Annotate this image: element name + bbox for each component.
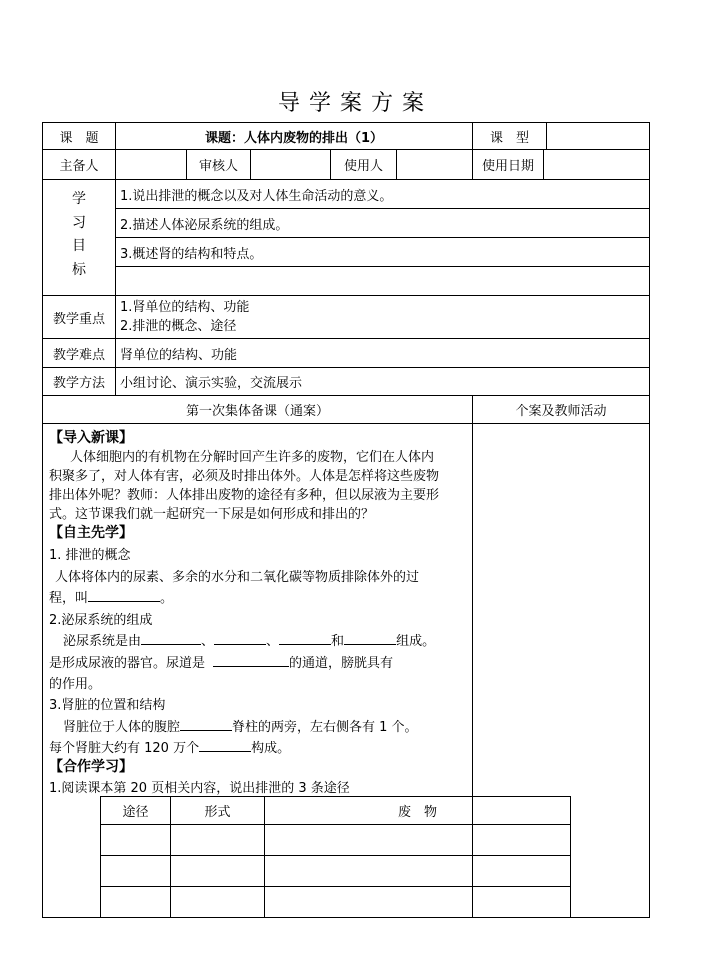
section-left-header: 第一次集体备课（通案） <box>185 404 329 419</box>
preparer-label: 主备人 <box>59 159 99 174</box>
key-points-label: 教学重点 <box>52 311 105 327</box>
inner-header-waste: 废 物 <box>397 805 437 820</box>
self-study-heading: 【自主先学】 <box>49 525 133 541</box>
question-1-text-2: 程，叫 。 <box>49 587 471 606</box>
intro-line: 式。这节课我们就一起研究一下尿是如何形成和排出的？ <box>49 507 375 522</box>
topic-value: 课题：人体内废物的排出（1） <box>204 130 384 146</box>
question-2-text-3: 的作用。 <box>49 677 102 692</box>
answer-blank[interactable] <box>199 738 251 752</box>
question-3-text-2: 每个肾脏大约有 120 万个 构成。 <box>49 737 471 756</box>
objective-item: 1.说出排泄的概念以及对人体生命活动的意义。 <box>120 188 393 204</box>
answer-blank[interactable] <box>279 631 331 645</box>
objective-item: 3.概述肾的结构和特点。 <box>120 246 263 262</box>
method-text: 小组讨论、演示实验，交流展示 <box>120 376 303 391</box>
intro-line: 人体细胞内的有机物在分解时回产生许多的废物，它们在人体内 <box>70 450 435 465</box>
grid-line <box>115 122 116 396</box>
question-1-text: 人体将体内的尿素、多余的水分和二氧化碳等物质排除体外的过 <box>55 570 420 585</box>
reviewer-label: 审核人 <box>198 159 238 174</box>
key-points-text: 1.肾单位的结构、功能 2.排泄的概念、途径 <box>120 300 250 334</box>
grid-line <box>472 395 473 918</box>
topic-label: 课 题 <box>59 130 99 146</box>
type-value <box>547 123 649 149</box>
difficulty-label: 教学难点 <box>52 347 105 363</box>
intro-line: 排出体外呢？教师：人体排出废物的途径有多种，但以尿液为主要形 <box>49 488 440 503</box>
answer-blank[interactable] <box>141 631 201 645</box>
question-2-text: 泌尿系统是由 、 、 和 组成。 <box>63 630 485 649</box>
grid-line <box>396 149 397 180</box>
question-2-title: 2.泌尿系统的组成 <box>49 613 153 628</box>
objective-item: 2.描述人体泌尿系统的组成。 <box>120 217 289 233</box>
cooperative-question: 1.阅读课本第 20 页相关内容，说出排泄的 3 条途径 <box>49 781 350 796</box>
question-2-text-2: 是形成尿液的器官。尿道是 的通道，膀胱具有 <box>49 652 471 671</box>
grid-line <box>649 122 650 918</box>
answer-blank[interactable] <box>344 631 396 645</box>
inner-grid-line <box>570 796 571 918</box>
type-label: 课 型 <box>489 130 529 146</box>
inner-header-form: 形式 <box>204 805 231 820</box>
grid-line <box>543 149 544 180</box>
cooperative-heading: 【合作学习】 <box>49 759 133 775</box>
grid-line <box>115 266 650 267</box>
grid-line <box>42 295 650 296</box>
intro-line: 积聚多了，对人体有害，必须及时排出体外。人体是怎样将这些废物 <box>49 469 440 484</box>
answer-blank[interactable] <box>214 631 266 645</box>
user-label: 使用人 <box>343 159 383 174</box>
method-label: 教学方法 <box>52 376 105 391</box>
section-right-header: 个案及教师活动 <box>515 404 607 419</box>
answer-blank[interactable] <box>180 717 232 731</box>
answer-blank[interactable] <box>88 588 160 602</box>
inner-header-route: 途径 <box>122 805 149 820</box>
grid-line <box>42 423 650 424</box>
question-1-title: 1. 排泄的概念 <box>49 548 131 563</box>
page-title: 导 学 案 方 案 <box>278 91 425 116</box>
date-label: 使用日期 <box>481 159 534 174</box>
intro-heading: 【导入新课】 <box>49 430 133 446</box>
question-3-title: 3.肾脏的位置和结构 <box>49 698 166 713</box>
grid-line <box>250 149 251 180</box>
answer-blank[interactable] <box>213 653 289 667</box>
objectives-label: 学 习 目 标 <box>72 191 86 278</box>
difficulty-text: 肾单位的结构、功能 <box>120 347 238 363</box>
question-3-text: 肾脏位于人体的腹腔 脊柱的两旁，左右侧各有 1 个。 <box>63 716 485 735</box>
